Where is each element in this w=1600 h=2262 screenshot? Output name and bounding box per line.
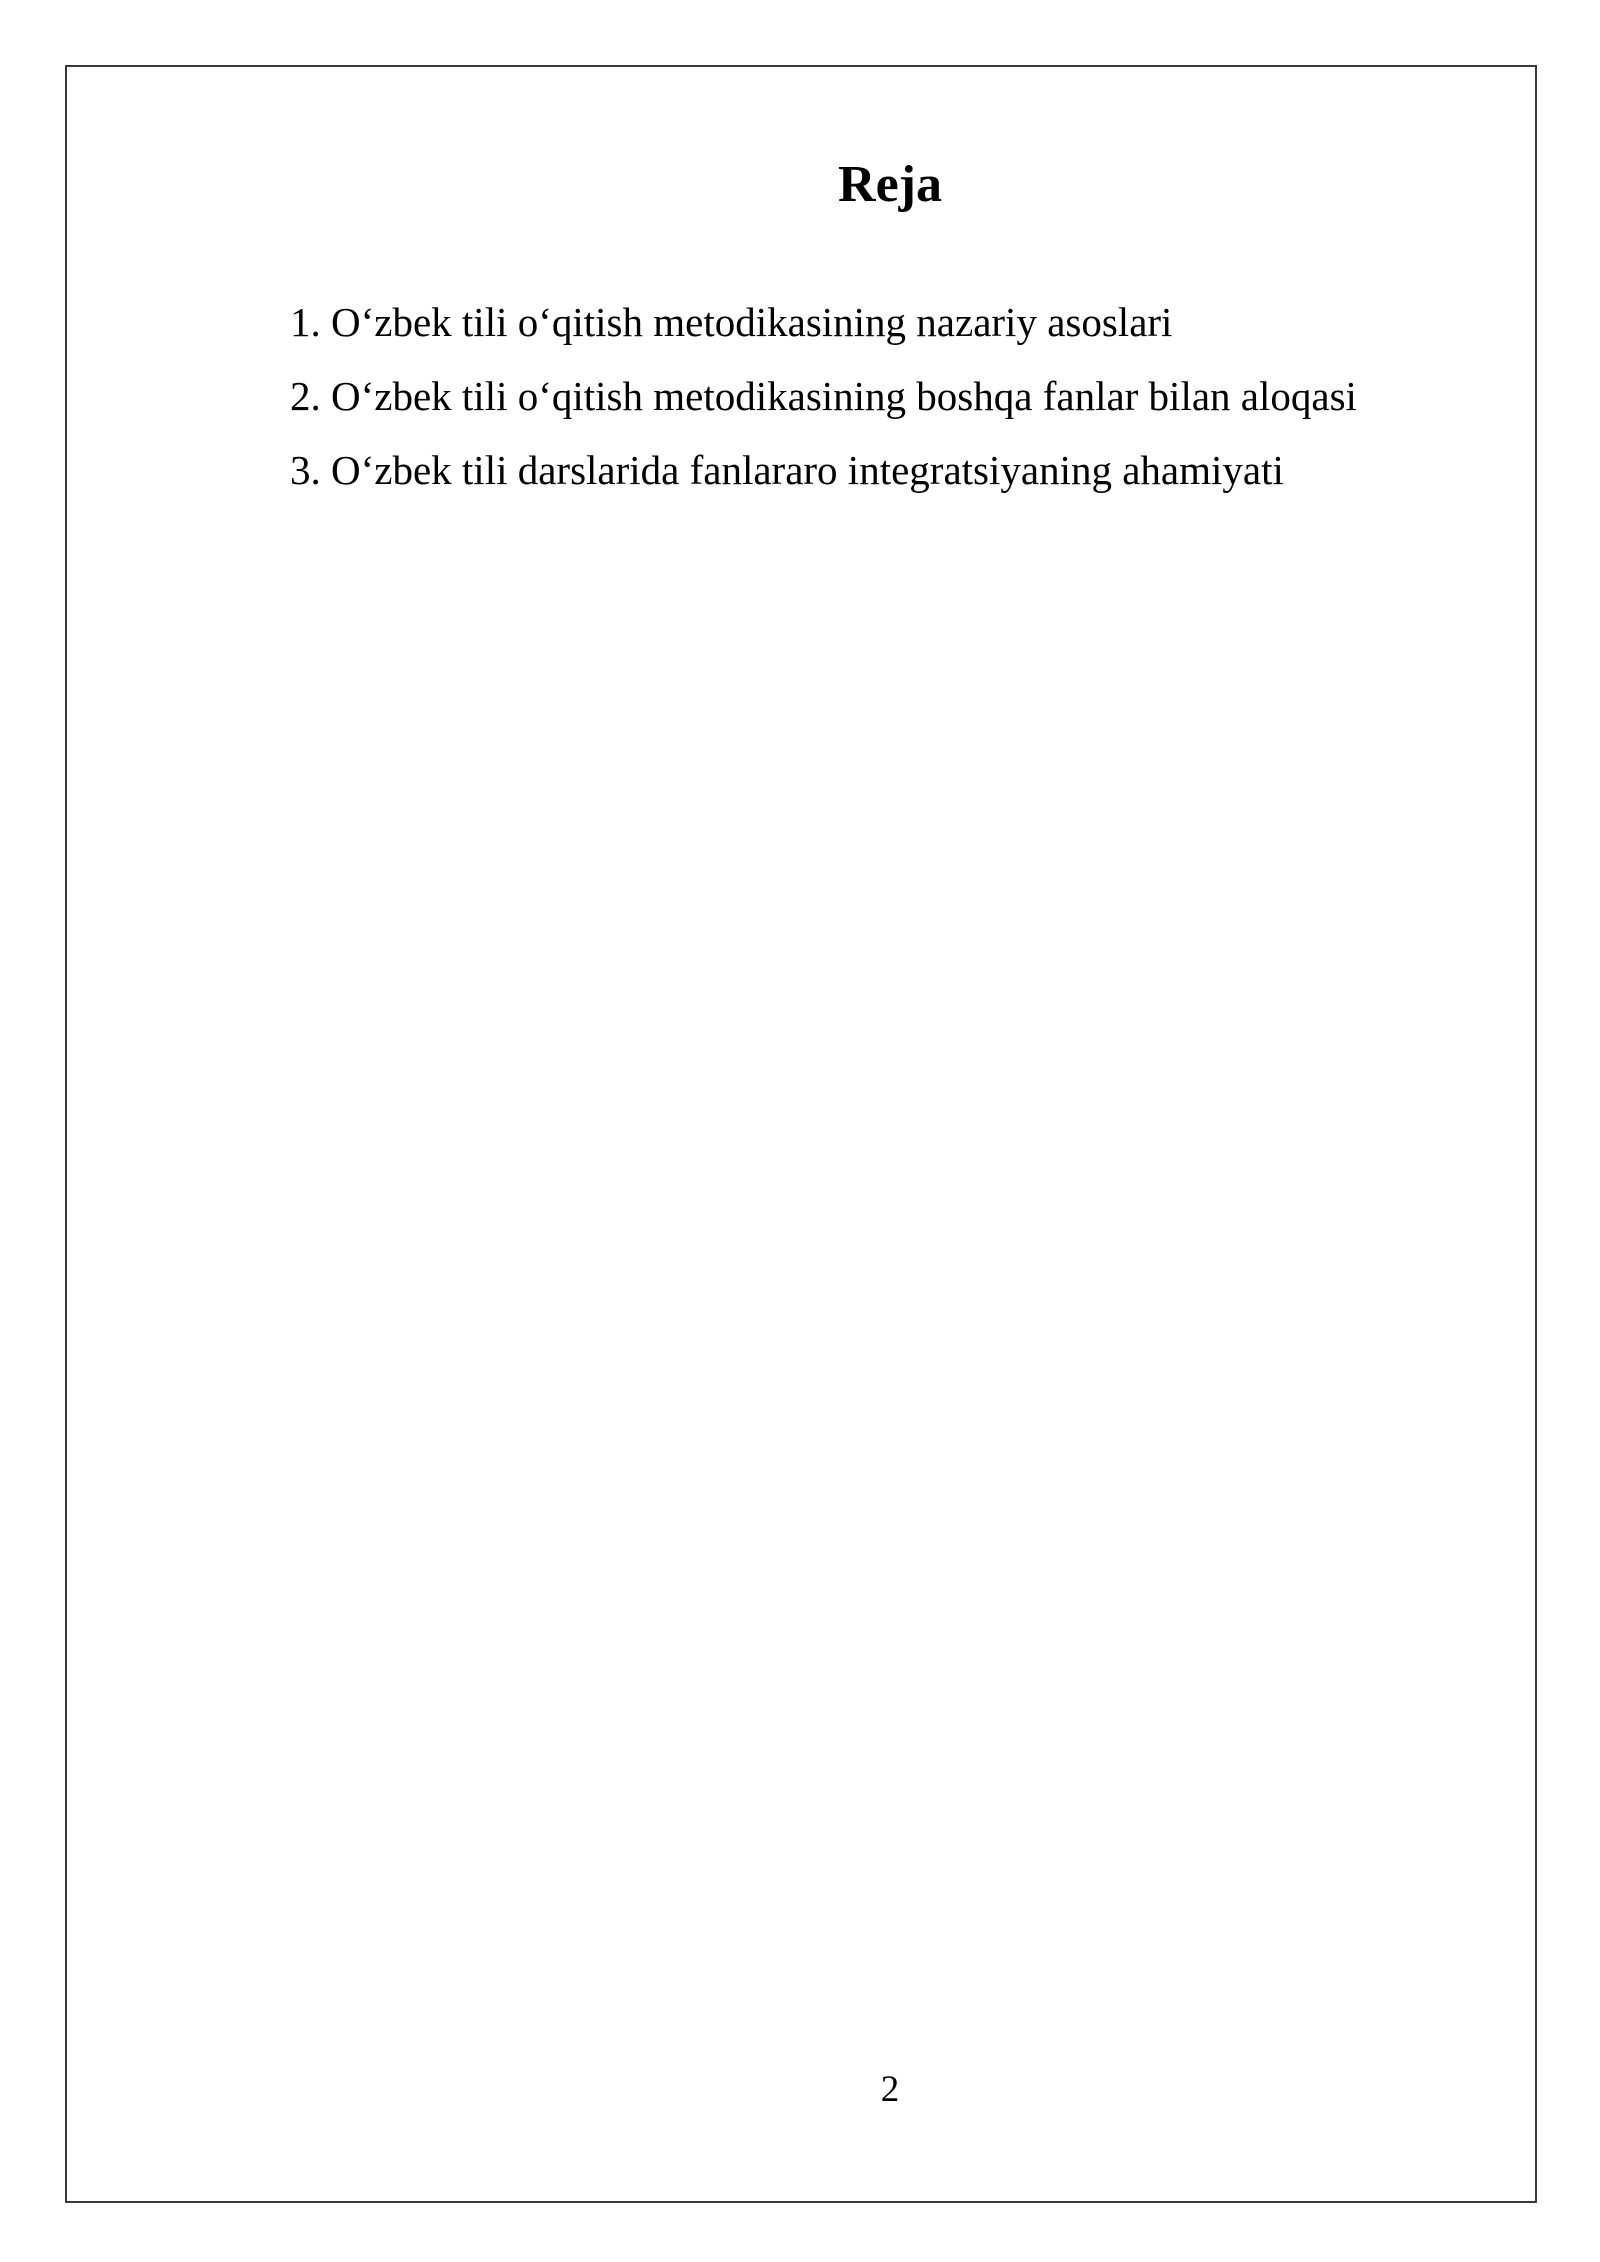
plan-item-number: 2. xyxy=(290,373,321,419)
page-number: 2 xyxy=(880,2069,900,2110)
plan-list xyxy=(290,285,1357,507)
page-title: Reja xyxy=(838,156,942,213)
plan-item-1 xyxy=(290,285,1357,359)
plan-item-text: O‘zbek tili darslarida fanlararo integratsiyaning ahamiyati xyxy=(331,447,1284,493)
plan-item-text: O‘zbek tili o‘qitish metodikasining nazariy asoslari xyxy=(331,299,1173,345)
plan-item-3 xyxy=(290,433,1357,507)
plan-item-number: 3. xyxy=(290,447,321,493)
plan-item-number: 1. xyxy=(290,299,321,345)
plan-item-2 xyxy=(290,359,1357,433)
plan-item-text: O‘zbek tili o‘qitish metodikasining boshqa fanlar bilan aloqasi xyxy=(331,373,1357,419)
